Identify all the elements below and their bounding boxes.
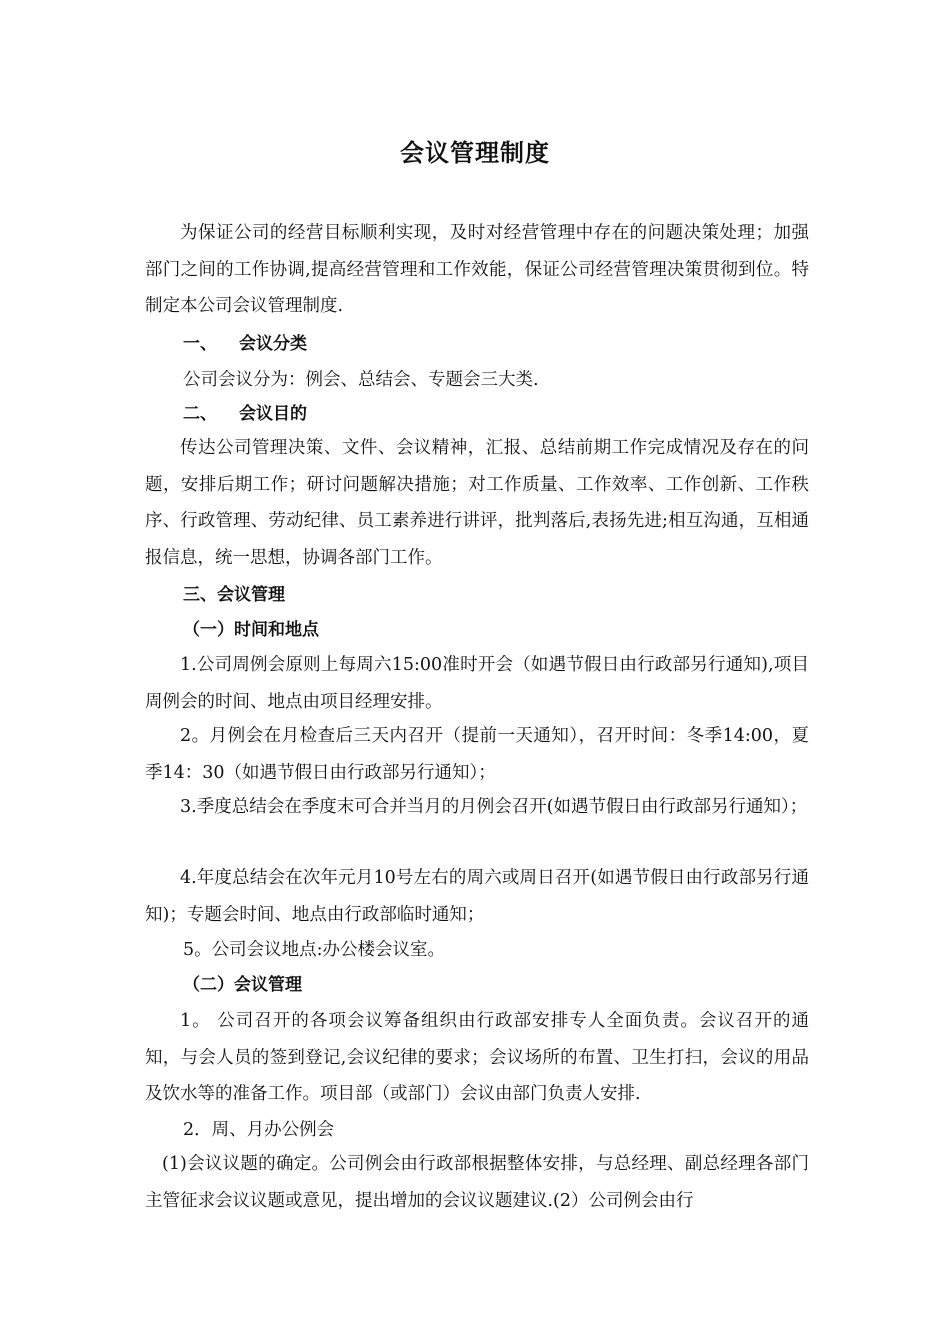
section-2-heading <box>183 402 307 426</box>
intro-paragraph: 为保证公司的经营目标顺利实现，及时对经营管理中存在的问题决策处理；加强部门之间的工作协调,提高经营管理和工作效能，保证公司经营管理决策贯彻到位。特制定本公司会议管理制度. <box>145 223 809 316</box>
section-3-heading: 三、会议管理 <box>183 585 285 605</box>
document-title: 会议管理制度 <box>400 139 550 167</box>
time-place-item-4: 4.年度总结会在次年元月10号左右的周六或周日召开(如遇节假日由行政部另行通知)；专题会时间、地点由行政部临时通知； <box>145 868 809 925</box>
time-place-item-1: 1.公司周例会原则上每周六15:00准时开会（如遇节假日由行政部另行通知),项目周例会的时间、地点由项目经理安排。 <box>145 655 809 712</box>
section-2-number: 二、 <box>183 404 217 424</box>
time-place-item-3: 3.季度总结会在季度末可合并当月的月例会召开(如遇节假日由行政部另行通知）； <box>180 797 808 817</box>
meeting-management-item-1: 1。 公司召开的各项会议筹备组织由行政部安排专人全面负责。会议召开的通知，与会人员的签到登记,会议纪律的要求；会议场所的布置、卫生打扫，会议的用品及饮水等的准备工作。项目部（或部门）会议由部门负责人安排. <box>145 1011 809 1104</box>
meeting-management-item-2-body: (1)会议议题的确定。公司例会由行政部根据整体安排，与总经理、副总经理各部门主管征求会议议题或意见，提出增加的会议议题建议.(2）公司例会由行 <box>145 1154 809 1211</box>
subsection-1-heading: （一）时间和地点 <box>183 620 319 640</box>
section-1-heading <box>183 332 307 356</box>
time-place-item-2: 2。月例会在月检查后三天内召开（提前一天通知），召开时间：冬季14:00，夏季14：30（如遇节假日由行政部另行通知）； <box>145 726 809 783</box>
subsection-2-heading: （二）会议管理 <box>183 975 302 995</box>
section-2-title: 会议目的 <box>239 404 307 424</box>
section-2-body: 传达公司管理决策、文件、会议精神，汇报、总结前期工作完成情况及存在的问题，安排后期工作；研讨问题解决措施；对工作质量、工作效率、工作创新、工作秩序、行政管理、劳动纪律、员工素养进行讲评，批判落后,表扬先进;相互沟通，互相通报信息，统一思想，协调各部门工作。 <box>145 438 809 568</box>
section-1-title: 会议分类 <box>239 334 307 354</box>
section-1-number: 一、 <box>183 334 217 354</box>
time-place-item-5: 5。公司会议地点:办公楼会议室。 <box>183 940 446 960</box>
meeting-management-item-2-heading: 2．周、月办公例会 <box>183 1120 335 1140</box>
section-1-body: 公司会议分为：例会、总结会、专题会三大类. <box>183 370 539 390</box>
